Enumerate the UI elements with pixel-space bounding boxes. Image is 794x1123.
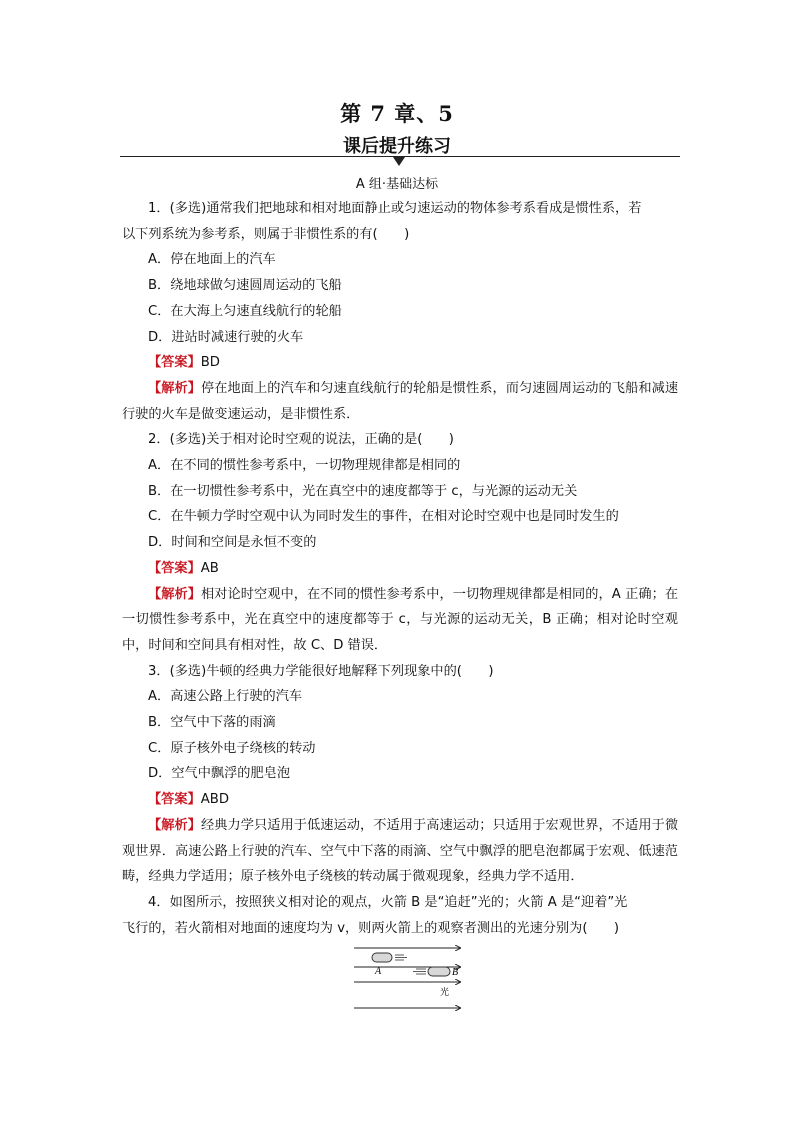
light-label: 光 <box>440 988 450 998</box>
chapter-title: 第 7 章、5 <box>340 101 454 126</box>
q1-stem-line2: 以下列系统为参考系，则属于非惯性系的有( ) <box>122 226 410 242</box>
rocket-b-icon <box>428 967 450 976</box>
q3-stem: 3．(多选)牛顿的经典力学能很好地解释下列现象中的( ) <box>148 663 494 679</box>
q3-answer <box>122 787 678 813</box>
exercise-content <box>122 196 678 941</box>
q1-option-b: B．绕地球做匀速圆周运动的飞船 <box>148 278 342 294</box>
down-triangle-icon <box>393 157 405 166</box>
rocket-light-figure <box>352 944 464 1014</box>
rocket-a-label: A <box>375 966 382 977</box>
answer-tag: 【答案】 <box>148 792 201 808</box>
q1-option-a: A．停在地面上的汽车 <box>148 252 276 268</box>
q2-answer-value: AB <box>200 560 219 576</box>
q2-option-c: C．在牛顿力学时空观中认为同时发生的事件，在相对论时空观中也是同时发生的 <box>148 509 619 525</box>
q1-option-d: D．进站时减速行驶的火车 <box>148 329 304 345</box>
q4-stem-line1: 4．如图所示，按照狭义相对论的观点，火箭 B 是“追赶”光的；火箭 A 是“迎着”光 <box>148 894 628 910</box>
q3-option-a: A．高速公路上行驶的汽车 <box>148 689 303 705</box>
q2-analysis-text: 相对论时空观中，在不同的惯性参考系中，一切物理规律都是相同的，A 正确；在一切惯性参考系中，光在真空中的速度都等于 c，与光源的运动无关，B 正确；相对论时空观中，时间和空间具有相对性，故 C、D 错误． <box>122 586 679 653</box>
q1-analysis <box>122 376 678 427</box>
section-subtitle: 课后提升练习 <box>343 136 451 157</box>
analysis-tag: 【解析】 <box>148 817 202 833</box>
answer-tag: 【答案】 <box>148 355 201 371</box>
q2-option-d: D．时间和空间是永恒不变的 <box>148 535 317 551</box>
q2-answer <box>122 556 678 582</box>
q3-option-b: B．空气中下落的雨滴 <box>148 715 276 731</box>
q2-analysis <box>122 582 678 659</box>
q3-option-d: D．空气中飘浮的肥皂泡 <box>148 766 291 782</box>
q1-answer-value: BD <box>200 355 220 371</box>
q1-answer <box>122 350 678 376</box>
q3-analysis-text: 经典力学只适用于低速运动，不适用于高速运动；只适用于宏观世界，不适用于微观世界．高速公路上行驶的汽车、空气中下落的雨滴、空气中飘浮的肥皂泡都属于宏观、低速范畴，经典力学适用；原子核外电子绕核的转动属于微观现象，经典力学不适用． <box>122 817 679 885</box>
q1-analysis-text: 停在地面上的汽车和匀速直线航行的轮船是惯性系，而匀速圆周运动的飞船和减速行驶的火车是做变速运动，是非惯性系． <box>122 380 679 422</box>
q3-answer-value: ABD <box>200 792 229 808</box>
q2-option-a: A．在不同的惯性参考系中，一切物理规律都是相同的 <box>148 458 461 474</box>
rocket-a-icon <box>372 953 392 962</box>
analysis-tag: 【解析】 <box>148 586 202 602</box>
rocket-b-label: B <box>452 967 459 978</box>
answer-tag: 【答案】 <box>148 560 201 576</box>
q1-stem-line1: 1．(多选)通常我们把地球和相对地面静止或匀速运动的物体参考系看成是惯性系，若 <box>148 201 642 216</box>
q4-stem-line2: 飞行的，若火箭相对地面的速度均为 v，则两火箭上的观察者测出的光速分别为( ) <box>122 920 620 936</box>
q1-option-c: C．在大海上匀速直线航行的轮船 <box>148 303 342 319</box>
q3-analysis <box>122 813 678 890</box>
q3-option-c: C．原子核外电子绕核的转动 <box>148 740 316 756</box>
group-heading: A 组·基础达标 <box>355 177 439 192</box>
q2-stem: 2．(多选)关于相对论时空观的说法，正确的是( ) <box>148 432 454 448</box>
analysis-tag: 【解析】 <box>148 380 202 396</box>
q2-option-b: B．在一切惯性参考系中，光在真空中的速度都等于 c，与光源的运动无关 <box>148 483 578 499</box>
